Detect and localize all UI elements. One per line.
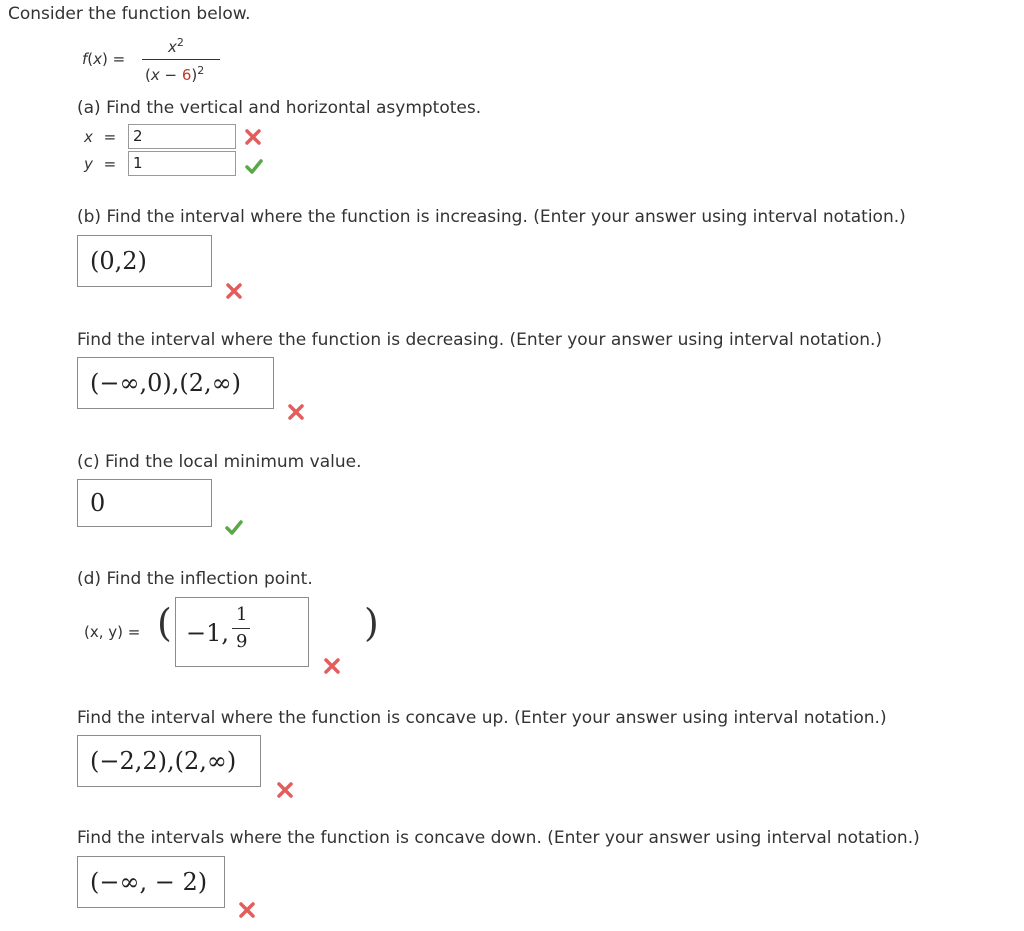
- check-icon: [224, 517, 244, 537]
- function-numerator: $x^2$: [168, 36, 184, 56]
- part-a-question: (a) Find the vertical and horizontal asymptotes.: [77, 98, 482, 118]
- wrong-icon: [237, 900, 257, 920]
- wrong-icon: [243, 127, 263, 147]
- fraction-denominator: 9: [236, 631, 248, 652]
- wrong-icon: [322, 656, 342, 676]
- x-asymptote-label: x =: [84, 128, 117, 146]
- function-label: f(x) =: [82, 50, 126, 68]
- vertical-asymptote-input[interactable]: 2: [128, 124, 236, 149]
- local-minimum-input[interactable]: 0: [77, 479, 212, 527]
- inflection-point-input[interactable]: [175, 597, 309, 667]
- concave-up-question: Find the interval where the function is concave up. (Enter your answer using interval notation.): [77, 708, 887, 728]
- wrong-icon: [224, 281, 244, 301]
- part-c-question: (c) Find the local minimum value.: [77, 452, 362, 472]
- wrong-icon: [275, 780, 295, 800]
- concave-up-input[interactable]: (−2,2),(2,∞): [77, 735, 261, 787]
- y-asymptote-label: y =: [84, 155, 117, 173]
- part-d-question: (d) Find the inflection point.: [77, 569, 313, 589]
- intro-text: Consider the function below.: [8, 4, 251, 24]
- decreasing-interval-input[interactable]: (−∞,0),(2,∞): [77, 357, 274, 409]
- concave-down-question: Find the intervals where the function is concave down. (Enter your answer using interval notation.): [77, 828, 920, 848]
- wrong-icon: [286, 402, 306, 422]
- inflection-x-value: −1,: [186, 619, 230, 647]
- open-paren: (: [157, 601, 172, 645]
- function-denominator: $(x - 6)^2$: [145, 64, 205, 84]
- horizontal-asymptote-input[interactable]: 1: [128, 151, 236, 176]
- part-b-decreasing-question: Find the interval where the function is decreasing. (Enter your answer using interval notation.): [77, 330, 883, 350]
- function-fraction-bar: [142, 59, 220, 60]
- concave-down-input[interactable]: (−∞, − 2): [77, 856, 225, 908]
- fraction-numerator: 1: [236, 604, 248, 625]
- increasing-interval-input[interactable]: (0,2): [77, 235, 212, 287]
- xy-label: (x, y) =: [84, 623, 141, 641]
- part-b-increasing-question: (b) Find the interval where the function is increasing. (Enter your answer using interval notation.): [77, 207, 906, 227]
- close-paren: ): [364, 601, 379, 645]
- fraction-bar: [232, 628, 250, 629]
- check-icon: [244, 156, 264, 176]
